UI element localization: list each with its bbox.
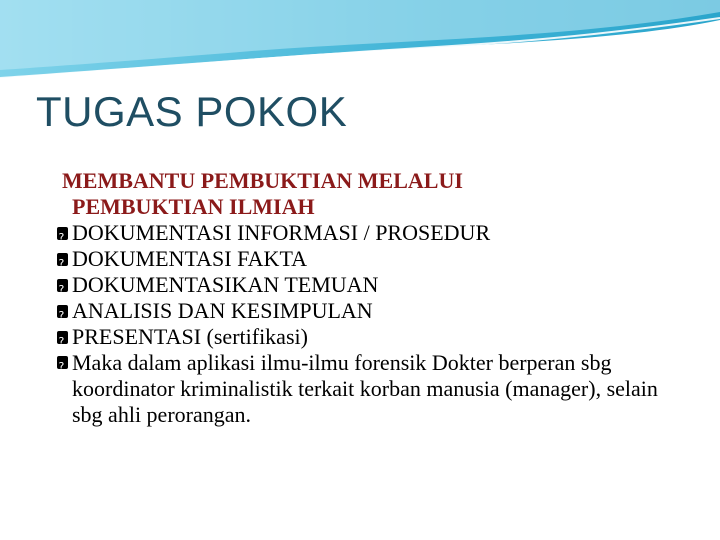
list-item	[52, 324, 692, 350]
list-item-text: Maka dalam aplikasi ilmu-ilmu forensik Dokter berperan sbg koordinator kriminalistik terkait korban manusia (manager), selain sbg ahli perorangan.	[72, 350, 658, 427]
bullet-glyph-icon	[52, 272, 72, 298]
bullet-glyph-icon	[52, 350, 72, 428]
list-item	[52, 246, 692, 272]
bullet-glyph-icon	[52, 220, 72, 246]
heading-line-2: PEMBUKTIAN ILMIAH	[72, 194, 315, 219]
list-item	[52, 298, 692, 324]
list-item-text: DOKUMENTASIKAN TEMUAN	[72, 272, 379, 297]
header-wave-decoration	[0, 0, 720, 85]
heading-line-1: MEMBANTU PEMBUKTIAN MELALUI	[62, 168, 463, 193]
list-item-text: DOKUMENTASI INFORMASI / PROSEDUR	[72, 220, 491, 245]
slide-content	[52, 168, 692, 428]
list-item	[52, 220, 692, 246]
list-item-text: DOKUMENTASI FAKTA	[72, 246, 308, 271]
list-item-text: PRESENTASI (sertifikasi)	[72, 324, 308, 349]
bullet-glyph-icon	[52, 324, 72, 350]
list-item	[52, 272, 692, 298]
bullet-glyph-icon	[52, 298, 72, 324]
bullet-glyph-icon	[52, 246, 72, 272]
slide-title: TUGAS POKOK	[36, 88, 348, 135]
list-item-text: ANALISIS DAN KESIMPULAN	[72, 298, 373, 323]
list-item	[52, 350, 692, 428]
slide-heading	[62, 168, 692, 220]
